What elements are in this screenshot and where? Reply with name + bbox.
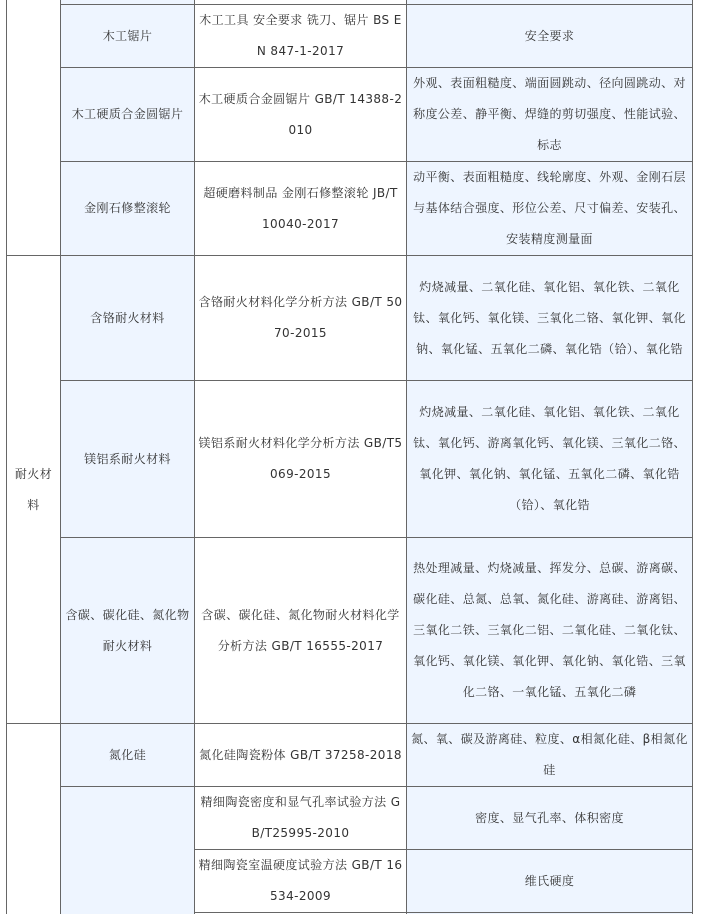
standard-cell: 精细陶瓷密度和显气孔率试验方法 GB/T25995-2010 bbox=[195, 787, 407, 850]
test-items-cell: 灼烧减量、二氧化硅、氧化铝、氧化铁、二氧化钛、氧化钙、氧化镁、三氧化二铬、氧化钾、氧化钠、氧化锰、五氧化二磷、氧化锆（铪）、氧化锆 bbox=[407, 256, 693, 381]
standard-cell: 木工工具 安全要求 铣刀、锯片 BS EN 847-1-2017 bbox=[195, 5, 407, 68]
test-standards-table bbox=[6, 0, 693, 914]
test-items-cell: 安全要求 bbox=[407, 5, 693, 68]
test-items-cell: 外观、表面粗糙度、端面圆跳动、径向圆跳动、对称度公差、静平衡、焊缝的剪切强度、性能试验、标志 bbox=[407, 68, 693, 162]
material-cell: 含铬耐火材料 bbox=[61, 256, 195, 381]
standard-cell: 含碳、碳化硅、氮化物耐火材料化学分析方法 GB/T 16555-2017 bbox=[195, 538, 407, 724]
test-items-cell: 氮、氧、碳及游离硅、粒度、α相氮化硅、β相氮化硅 bbox=[407, 724, 693, 787]
table-row bbox=[7, 787, 693, 850]
test-items-cell: 动平衡、表面粗糙度、线轮廓度、外观、金刚石层与基体结合强度、形位公差、尺寸偏差、安装孔、安装精度测量面 bbox=[407, 162, 693, 256]
category-cell bbox=[7, 0, 61, 256]
standard-cell: 木工硬质合金圆锯片 GB/T 14388-2010 bbox=[195, 68, 407, 162]
standard-cell: 精细陶瓷室温硬度试验方法 GB/T 16534-2009 bbox=[195, 850, 407, 913]
table-row bbox=[7, 5, 693, 68]
standard-cell: 超硬磨料制品 金刚石修整滚轮 JB/T 10040-2017 bbox=[195, 162, 407, 256]
material-cell: 镁铝系耐火材料 bbox=[61, 381, 195, 538]
category-cell-refractory: 耐火材料 bbox=[7, 256, 61, 724]
material-cell: 金刚石修整滚轮 bbox=[61, 162, 195, 256]
material-cell: 含碳、碳化硅、氮化物耐火材料 bbox=[61, 538, 195, 724]
test-items-cell: 密度、显气孔率、体积密度 bbox=[407, 787, 693, 850]
standard-cell: 氮化硅陶瓷粉体 GB/T 37258-2018 bbox=[195, 724, 407, 787]
standard-cell: 镁铝系耐火材料化学分析方法 GB/T5069-2015 bbox=[195, 381, 407, 538]
standard-cell: 含铬耐火材料化学分析方法 GB/T 5070-2015 bbox=[195, 256, 407, 381]
test-items-cell: 维氏硬度 bbox=[407, 850, 693, 913]
material-cell: 木工硬质合金圆锯片 bbox=[61, 68, 195, 162]
material-cell: 氮化硅 bbox=[61, 724, 195, 787]
table-row bbox=[7, 538, 693, 724]
table-row bbox=[7, 381, 693, 538]
table-row bbox=[7, 68, 693, 162]
test-items-cell: 热处理减量、灼烧减量、挥发分、总碳、游离碳、碳化硅、总氮、总氧、氮化硅、游离硅、游离铝、三氧化二铁、三氧化二铝、二氧化硅、二氧化钛、氧化钙、氧化镁、氧化钾、氧化钠、氧化锆、三氧化二铬、一氧化锰、五氧化二磷 bbox=[407, 538, 693, 724]
table-row bbox=[7, 256, 693, 381]
category-cell bbox=[7, 724, 61, 914]
table-row bbox=[7, 162, 693, 256]
material-cell: 木工锯片 bbox=[61, 5, 195, 68]
material-cell bbox=[61, 787, 195, 914]
table-row bbox=[7, 724, 693, 787]
test-items-cell: 灼烧减量、二氧化硅、氧化铝、氧化铁、二氧化钛、氧化钙、游离氧化钙、氧化镁、三氧化二铬、氧化钾、氧化钠、氧化锰、五氧化二磷、氧化锆（铪）、氧化锆 bbox=[407, 381, 693, 538]
